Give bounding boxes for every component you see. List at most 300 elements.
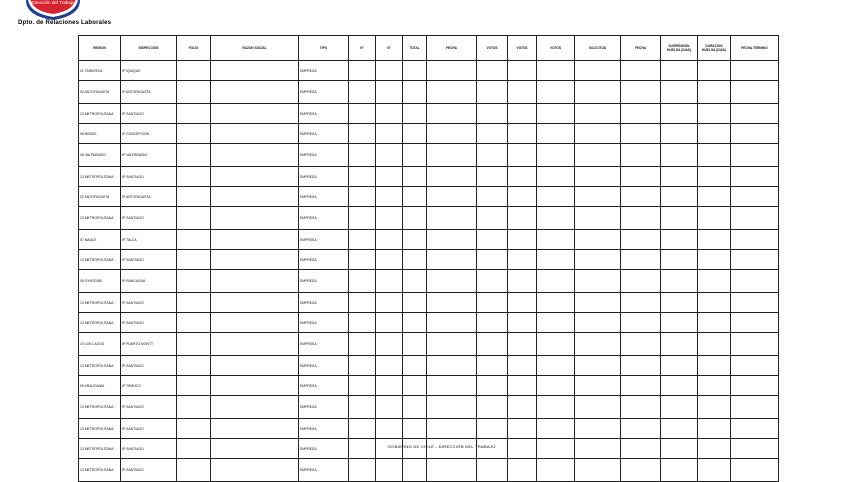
table-cell (403, 187, 427, 207)
table-cell (537, 250, 575, 270)
table-cell (731, 61, 779, 81)
table-row (79, 124, 779, 144)
table-cell: IP SANTIAGO (121, 419, 177, 439)
table-cell (403, 104, 427, 124)
table-cell (508, 61, 537, 81)
table-cell (211, 439, 299, 459)
table-cell (621, 293, 661, 313)
table-cell (537, 333, 575, 356)
table-cell (508, 230, 537, 250)
table-cell (575, 104, 621, 124)
table-cell (211, 207, 299, 230)
table-cell (731, 293, 779, 313)
direccion-del-trabajo-logo (22, 0, 84, 20)
table-cell (427, 459, 477, 482)
table-cell (349, 439, 376, 459)
table-cell (508, 81, 537, 104)
table-cell (211, 61, 299, 81)
table-cell (575, 396, 621, 419)
table-cell (621, 313, 661, 333)
table-cell (211, 376, 299, 396)
table-cell (403, 313, 427, 333)
table-cell: 07 MAULE (79, 230, 121, 250)
table-cell (477, 270, 508, 293)
table-row (79, 61, 779, 81)
department-title: Dpto. de Relaciones Laborales (18, 20, 112, 26)
table-cell (376, 376, 403, 396)
table-cell (177, 270, 211, 293)
table-cell (698, 167, 731, 187)
table-cell: 13 METROPOLITANA (79, 104, 121, 124)
table-cell: IP RANCAGUA (121, 270, 177, 293)
table-cell (731, 124, 779, 144)
table-cell (508, 167, 537, 187)
table-cell (537, 61, 575, 81)
table-cell (508, 419, 537, 439)
column-header: VOTOS (477, 36, 508, 61)
table-cell: 05 VALPARAISO (79, 144, 121, 167)
table-cell (537, 459, 575, 482)
table-cell: IP ANTOFAGASTA (121, 187, 177, 207)
table-cell (211, 313, 299, 333)
table-cell (731, 313, 779, 333)
table-cell: 13 METROPOLITANA (79, 167, 121, 187)
column-header: N° (376, 36, 403, 61)
table-cell (537, 419, 575, 439)
table-cell: EMPRESA (299, 396, 349, 419)
table-cell (698, 104, 731, 124)
table-cell (403, 230, 427, 250)
table-cell (376, 187, 403, 207)
table-cell (211, 124, 299, 144)
table-cell (427, 104, 477, 124)
table-cell: IP SANTIAGO (121, 459, 177, 482)
column-header: TIPO (299, 36, 349, 61)
table-cell (508, 396, 537, 419)
table-cell: IP SANTIAGO (121, 313, 177, 333)
table-cell (621, 207, 661, 230)
table-cell (376, 459, 403, 482)
column-header: TOTAL (403, 36, 427, 61)
table-cell (427, 167, 477, 187)
table-cell (477, 250, 508, 270)
table-row (79, 376, 779, 396)
table-cell: 13 METROPOLITANA (79, 419, 121, 439)
table-cell (403, 144, 427, 167)
table-cell (698, 419, 731, 439)
column-header: FECHA TERMINO (731, 36, 779, 61)
table-cell (349, 61, 376, 81)
table-cell (427, 419, 477, 439)
table-cell (403, 396, 427, 419)
table-cell (376, 124, 403, 144)
table-cell (575, 313, 621, 333)
table-cell (537, 104, 575, 124)
table-cell (211, 396, 299, 419)
table-cell: IP SANTIAGO (121, 396, 177, 419)
table-cell (177, 313, 211, 333)
table-cell (427, 61, 477, 81)
table-cell: 13 METROPOLITANA (79, 396, 121, 419)
table-cell: EMPRESA (299, 207, 349, 230)
table-cell (537, 439, 575, 459)
table-cell (621, 167, 661, 187)
table-cell (427, 81, 477, 104)
table-cell (731, 187, 779, 207)
table-cell (177, 104, 211, 124)
table-header-row (79, 36, 779, 61)
table-cell: IP SANTIAGO (121, 104, 177, 124)
table-cell: IP SANTIAGO (121, 356, 177, 376)
table-cell (537, 207, 575, 230)
table-cell (477, 419, 508, 439)
table-cell (177, 333, 211, 356)
column-header: SUSPENSION HUELGA (DIAS) (661, 36, 698, 61)
table-cell (376, 207, 403, 230)
table-cell (575, 459, 621, 482)
table-cell (211, 356, 299, 376)
table-cell (477, 293, 508, 313)
table-cell (477, 61, 508, 81)
table-cell (477, 207, 508, 230)
table-cell (508, 250, 537, 270)
table-cell (661, 187, 698, 207)
table-cell (211, 293, 299, 313)
table-cell (349, 81, 376, 104)
table-cell (698, 293, 731, 313)
table-cell (427, 207, 477, 230)
table-cell (698, 230, 731, 250)
table-cell (537, 187, 575, 207)
table-cell (621, 250, 661, 270)
table-cell (661, 230, 698, 250)
table-cell: IP CONCEPCION (121, 124, 177, 144)
table-cell (575, 81, 621, 104)
table-cell (731, 104, 779, 124)
table-cell (621, 230, 661, 250)
table-cell: IP PUERTO MONTT (121, 333, 177, 356)
table-cell: EMPRESA (299, 81, 349, 104)
table-cell (621, 333, 661, 356)
table-cell (427, 356, 477, 376)
table-cell (403, 333, 427, 356)
table-cell (477, 124, 508, 144)
table-cell (403, 167, 427, 187)
table-cell (349, 293, 376, 313)
table-cell: IP ANTOFAGASTA (121, 81, 177, 104)
table-cell (477, 81, 508, 104)
table-cell (731, 459, 779, 482)
table-cell (537, 396, 575, 419)
table-cell (376, 104, 403, 124)
table-row (79, 250, 779, 270)
table-cell (403, 61, 427, 81)
table-cell (731, 167, 779, 187)
table-cell (211, 230, 299, 250)
table-cell (427, 124, 477, 144)
table-cell (698, 81, 731, 104)
table-cell (508, 207, 537, 230)
table-cell (427, 187, 477, 207)
table-row (79, 293, 779, 313)
table-cell (349, 250, 376, 270)
table-cell (621, 376, 661, 396)
table-cell (621, 187, 661, 207)
table-cell (661, 459, 698, 482)
table-row (79, 104, 779, 124)
table-cell (731, 356, 779, 376)
table-cell (477, 333, 508, 356)
table-cell (575, 356, 621, 376)
table-cell (376, 396, 403, 419)
table-cell (427, 144, 477, 167)
table-cell: IP SANTIAGO (121, 293, 177, 313)
table-cell: EMPRESA (299, 270, 349, 293)
table-row (79, 144, 779, 167)
table-cell (575, 333, 621, 356)
table-cell: 06 O'HIGGINS (79, 270, 121, 293)
table-cell: EMPRESA (299, 376, 349, 396)
table-cell: IP VALPARAISO (121, 144, 177, 167)
table-cell (575, 61, 621, 81)
table-cell (731, 250, 779, 270)
table-cell: 01 TARAPACA (79, 61, 121, 81)
table-cell (508, 124, 537, 144)
table-cell (177, 124, 211, 144)
column-header: SOLICITUD (575, 36, 621, 61)
table-cell (575, 376, 621, 396)
table-cell (661, 293, 698, 313)
column-header: DURACION HUELGA (DIAS) (698, 36, 731, 61)
table-cell (621, 419, 661, 439)
table-cell: EMPRESA (299, 124, 349, 144)
table-cell (211, 419, 299, 439)
table-cell (575, 293, 621, 313)
table-cell (349, 270, 376, 293)
table-cell (698, 187, 731, 207)
table-cell: EMPRESA (299, 356, 349, 376)
table-cell (427, 250, 477, 270)
table-cell (376, 144, 403, 167)
table-cell (537, 167, 575, 187)
table-cell (177, 167, 211, 187)
table-cell (661, 270, 698, 293)
table-cell: 13 METROPOLITANA (79, 313, 121, 333)
table-cell: 08 BIOBIO (79, 124, 121, 144)
table-cell (508, 293, 537, 313)
table-cell (211, 459, 299, 482)
table-cell (661, 144, 698, 167)
table-cell (349, 356, 376, 376)
table-cell (575, 230, 621, 250)
table-cell (621, 104, 661, 124)
table-cell (698, 61, 731, 81)
table-cell (698, 250, 731, 270)
table-cell (661, 61, 698, 81)
table-cell (661, 439, 698, 459)
table-cell (698, 333, 731, 356)
table-cell (508, 104, 537, 124)
table-cell (661, 124, 698, 144)
table-cell (177, 356, 211, 376)
table-cell: 13 METROPOLITANA (79, 459, 121, 482)
table-cell (698, 376, 731, 396)
table-cell: EMPRESA (299, 250, 349, 270)
table-cell: EMPRESA (299, 333, 349, 356)
table-cell (575, 439, 621, 459)
table-cell (621, 459, 661, 482)
table-cell: 02 ANTOFAGASTA (79, 81, 121, 104)
table-cell (477, 313, 508, 333)
table-cell (349, 187, 376, 207)
table-cell (698, 356, 731, 376)
table-row (79, 187, 779, 207)
table-cell (349, 104, 376, 124)
table-cell (537, 81, 575, 104)
table-cell: IP SANTIAGO (121, 439, 177, 459)
table-cell (477, 376, 508, 396)
table-cell (177, 376, 211, 396)
table-cell (177, 396, 211, 419)
table-cell (349, 396, 376, 419)
table-cell (575, 124, 621, 144)
table-cell: 13 METROPOLITANA (79, 439, 121, 459)
table-row (79, 333, 779, 356)
table-cell (177, 293, 211, 313)
table-cell (403, 207, 427, 230)
table-cell (508, 459, 537, 482)
table-cell (698, 207, 731, 230)
table-cell (537, 124, 575, 144)
table-cell (376, 81, 403, 104)
table-row (79, 396, 779, 419)
table-cell (177, 207, 211, 230)
table-cell (731, 270, 779, 293)
table-cell (731, 333, 779, 356)
table-cell (427, 396, 477, 419)
table-cell (211, 250, 299, 270)
table-cell (698, 439, 731, 459)
table-cell (427, 230, 477, 250)
table-cell (376, 313, 403, 333)
table-cell (621, 61, 661, 81)
table-cell (177, 187, 211, 207)
table-cell (698, 313, 731, 333)
table-cell (376, 167, 403, 187)
table-cell: 10 LOS LAGOS (79, 333, 121, 356)
table-cell (349, 144, 376, 167)
table-cell (508, 439, 537, 459)
table-cell (427, 333, 477, 356)
page-footer: GOBIERNO DE CHILE - DIRECCION DEL TRABAJO (388, 444, 496, 449)
column-header: INSPECCION (121, 36, 177, 61)
table-cell (731, 439, 779, 459)
table-cell (661, 167, 698, 187)
table-cell: EMPRESA (299, 144, 349, 167)
column-header: FECHA (427, 36, 477, 61)
table-cell (698, 144, 731, 167)
column-header: N° (349, 36, 376, 61)
table-cell (211, 333, 299, 356)
table-cell (661, 376, 698, 396)
table-cell (349, 376, 376, 396)
table-cell (537, 313, 575, 333)
table-cell (731, 419, 779, 439)
table-cell: EMPRESA (299, 61, 349, 81)
table-cell (661, 250, 698, 270)
table-row (79, 167, 779, 187)
table-cell (177, 61, 211, 81)
table-cell (575, 250, 621, 270)
table-cell (575, 207, 621, 230)
table-cell (661, 104, 698, 124)
table-cell (621, 356, 661, 376)
table-cell (349, 419, 376, 439)
table-cell (177, 419, 211, 439)
table-cell (508, 270, 537, 293)
table-cell (349, 207, 376, 230)
table-cell (731, 230, 779, 250)
table-cell (211, 167, 299, 187)
table-cell (427, 293, 477, 313)
table-cell (349, 459, 376, 482)
table-cell (427, 270, 477, 293)
table-row (79, 270, 779, 293)
table-cell (698, 124, 731, 144)
table-cell (477, 187, 508, 207)
table-cell (698, 459, 731, 482)
table-cell (621, 439, 661, 459)
table-cell (403, 376, 427, 396)
table-cell (177, 144, 211, 167)
table-cell (508, 376, 537, 396)
table-cell (661, 313, 698, 333)
table-row (79, 81, 779, 104)
table-cell: 13 METROPOLITANA (79, 293, 121, 313)
table-cell: IP TEMUCO (121, 376, 177, 396)
table-cell (537, 270, 575, 293)
table-cell: EMPRESA (299, 313, 349, 333)
table-cell (403, 81, 427, 104)
table-cell (698, 396, 731, 419)
table-cell (477, 459, 508, 482)
table-cell (731, 207, 779, 230)
table-cell: EMPRESA (299, 187, 349, 207)
column-header: VOTOS (537, 36, 575, 61)
table-cell (349, 333, 376, 356)
table-cell (376, 356, 403, 376)
table-row (79, 419, 779, 439)
table-cell: 13 METROPOLITANA (79, 250, 121, 270)
table-cell: 13 METROPOLITANA (79, 356, 121, 376)
table-cell: EMPRESA (299, 439, 349, 459)
table-cell (537, 144, 575, 167)
table-cell: IP TALCA (121, 230, 177, 250)
table-cell (661, 356, 698, 376)
table-cell (508, 144, 537, 167)
table-cell (537, 376, 575, 396)
table-cell (403, 124, 427, 144)
table-cell (537, 356, 575, 376)
table-cell (575, 187, 621, 207)
table-cell: EMPRESA (299, 230, 349, 250)
table-cell (661, 207, 698, 230)
table-cell (731, 376, 779, 396)
table-cell (537, 293, 575, 313)
table-cell (349, 313, 376, 333)
table-cell: 13 METROPOLITANA (79, 207, 121, 230)
table-cell (477, 356, 508, 376)
